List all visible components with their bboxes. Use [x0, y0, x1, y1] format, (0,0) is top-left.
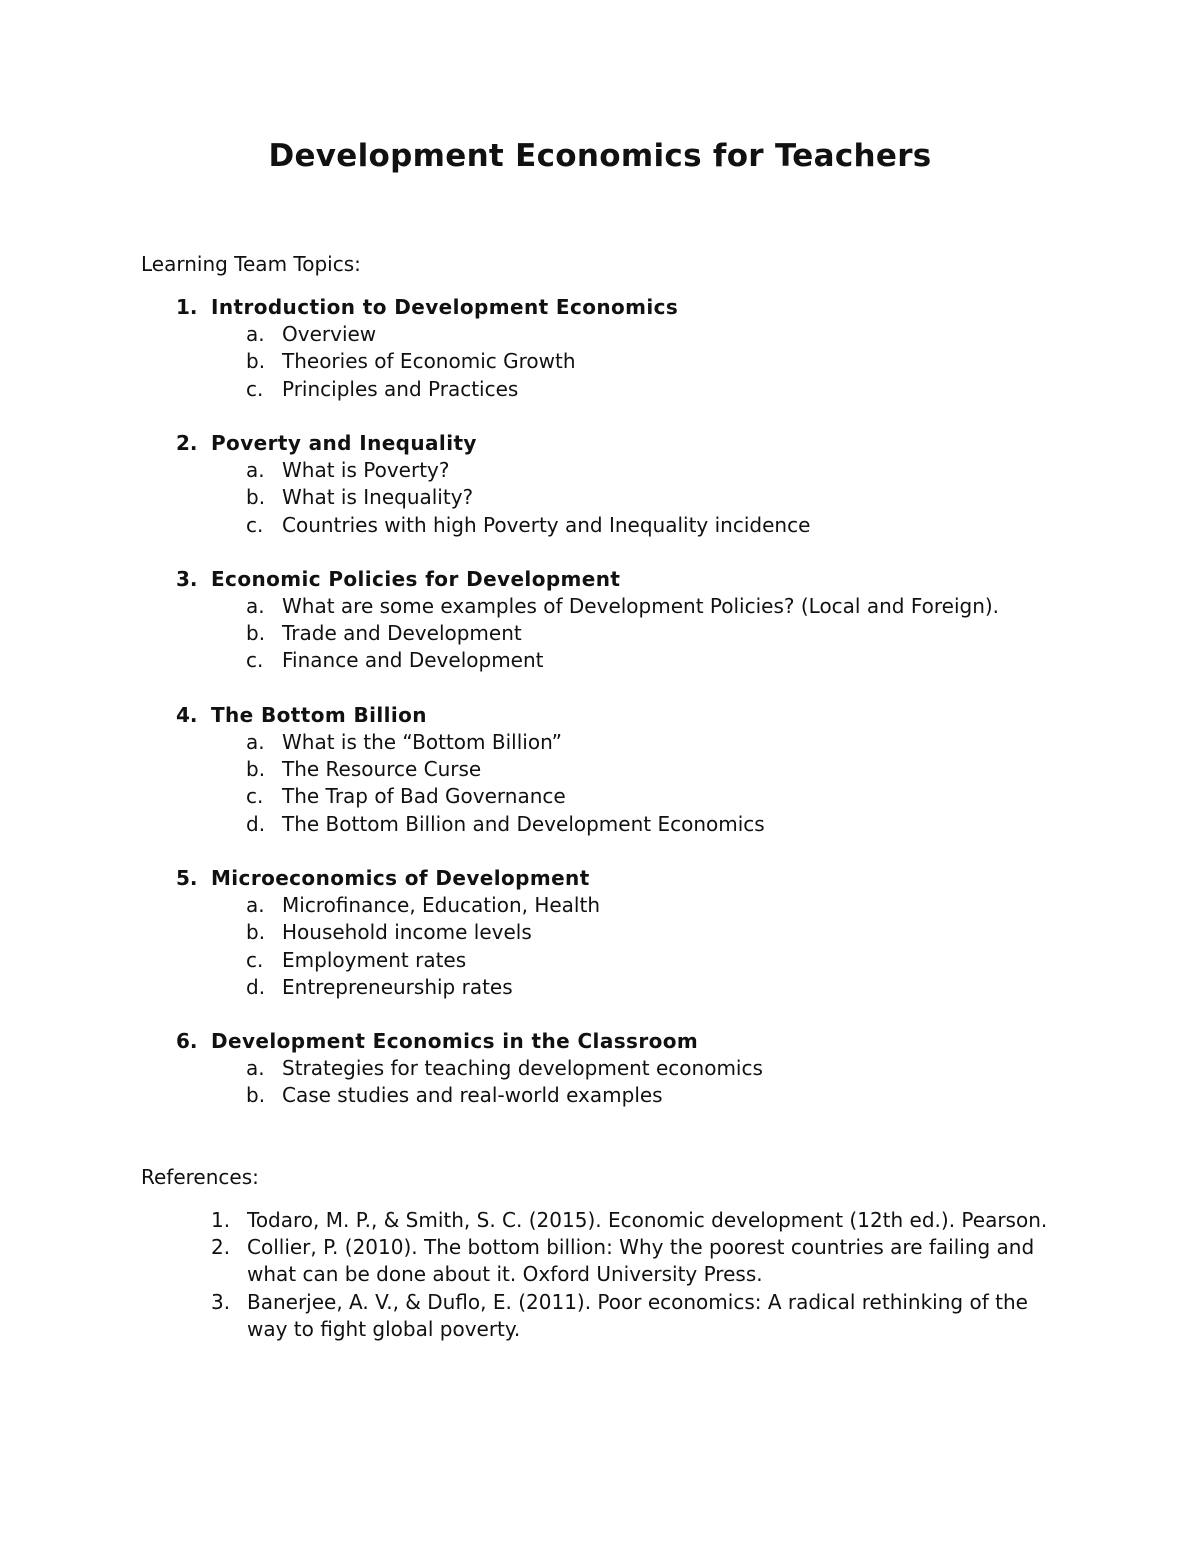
subtopic-item: [0, 512, 1200, 539]
subtopic-letter: c.: [246, 947, 264, 972]
reference-number: 3.: [211, 1289, 231, 1314]
reference-item: [0, 1289, 1200, 1343]
subtopic-text: Case studies and real-world examples: [282, 1083, 663, 1108]
topic-title: Poverty and Inequality: [211, 430, 477, 455]
subtopic-item: [0, 321, 1200, 348]
subtopic-letter: c.: [246, 512, 264, 537]
subtopic-letter: a.: [246, 322, 265, 347]
subtopic-letter: a.: [246, 893, 265, 918]
reference-text: Collier, P. (2010). The bottom billion: Why the poorest countries are failing and what can be done about it. Oxford University Press.: [247, 1235, 1035, 1287]
topic-item: [0, 566, 1200, 675]
subtopic-item: [0, 620, 1200, 647]
subtopic-text: Employment rates: [282, 947, 467, 972]
reference-text: Todaro, M. P., & Smith, S. C. (2015). Economic development (12th ed.). Pearson.: [247, 1208, 1048, 1232]
subtopic-item: [0, 974, 1200, 1001]
subtopic-text: The Resource Curse: [282, 757, 482, 782]
subtopic-item: [0, 729, 1200, 756]
subtopic-letter: b.: [246, 485, 266, 510]
topic-number: 5.: [176, 865, 198, 890]
subtopic-text: Principles and Practices: [282, 376, 519, 401]
subtopic-letter: b.: [246, 1083, 266, 1108]
subtopic-letter: b.: [246, 349, 266, 374]
subtopic-letter: a.: [246, 1056, 265, 1081]
topic-item: [0, 1028, 1200, 1110]
subtopic-item: [0, 919, 1200, 946]
subtopic-text: What is Poverty?: [282, 458, 450, 483]
subtopic-item: [0, 647, 1200, 674]
subtopic-item: [0, 457, 1200, 484]
topics-list: [0, 294, 1200, 1137]
subtopic-list: [0, 892, 1200, 1001]
subtopic-list: [0, 457, 1200, 539]
subtopic-item: [0, 756, 1200, 783]
topic-number: 1.: [176, 295, 198, 319]
subtopic-item: [0, 1082, 1200, 1109]
topic-item: [0, 294, 1200, 403]
topic-title: Microeconomics of Development: [211, 865, 590, 890]
subtopic-text: What are some examples of Development Policies? (Local and Foreign).: [282, 594, 1000, 619]
subtopic-list: [0, 321, 1200, 403]
document-title: Development Economics for Teachers: [268, 138, 932, 174]
reference-number: 2.: [211, 1235, 231, 1260]
topic-title: Development Economics in the Classroom: [211, 1029, 699, 1054]
subtopic-letter: b.: [246, 757, 266, 782]
topic-number: 3.: [176, 566, 198, 591]
subtopic-item: [0, 484, 1200, 511]
reference-text: Banerjee, A. V., & Duflo, E. (2011). Poor economics: A radical rethinking of the way to fight global poverty.: [247, 1289, 1028, 1341]
subtopic-letter: a.: [246, 730, 265, 754]
references-list: [0, 1207, 1200, 1343]
subtopic-text: Household income levels: [282, 920, 532, 945]
subtopic-text: Entrepreneurship rates: [282, 974, 513, 999]
topic-number: 2.: [176, 430, 198, 455]
subtopic-letter: c.: [246, 648, 264, 673]
subtopic-letter: d.: [246, 811, 266, 836]
subtopic-text: Theories of Economic Growth: [282, 349, 576, 374]
topics-label: Learning Team Topics:: [141, 252, 361, 276]
topic-title: Economic Policies for Development: [211, 566, 621, 591]
subtopic-letter: b.: [246, 621, 266, 646]
subtopic-text: Countries with high Poverty and Inequality incidence: [282, 512, 811, 537]
subtopic-list: [0, 729, 1200, 838]
subtopic-item: [0, 1055, 1200, 1082]
subtopic-text: Strategies for teaching development economics: [282, 1056, 763, 1081]
reference-item: [0, 1234, 1200, 1288]
subtopic-item: [0, 783, 1200, 810]
subtopic-text: The Bottom Billion and Development Economics: [282, 811, 765, 836]
subtopic-text: Trade and Development: [282, 621, 522, 646]
subtopic-list: [0, 593, 1200, 675]
subtopic-letter: a.: [246, 594, 265, 619]
subtopic-item: [0, 811, 1200, 838]
topic-number: 4.: [176, 702, 198, 727]
subtopic-text: Finance and Development: [282, 648, 544, 673]
subtopic-item: [0, 892, 1200, 919]
subtopic-letter: c.: [246, 784, 264, 809]
reference-item: [0, 1207, 1200, 1234]
subtopic-letter: d.: [246, 974, 266, 999]
subtopic-letter: c.: [246, 376, 264, 401]
subtopic-letter: b.: [246, 920, 266, 945]
references-label: References:: [141, 1165, 259, 1189]
topic-title: The Bottom Billion: [211, 702, 427, 727]
subtopic-list: [0, 1055, 1200, 1109]
subtopic-item: [0, 947, 1200, 974]
topic-item: [0, 430, 1200, 539]
subtopic-item: [0, 348, 1200, 375]
subtopic-item: [0, 593, 1200, 620]
subtopic-text: What is Inequality?: [282, 485, 474, 510]
subtopic-item: [0, 376, 1200, 403]
topic-item: [0, 865, 1200, 1001]
subtopic-text: Microfinance, Education, Health: [282, 893, 601, 918]
topic-number: 6.: [176, 1029, 198, 1054]
subtopic-text: What is the “Bottom Billion”: [282, 730, 563, 754]
reference-number: 1.: [211, 1208, 231, 1232]
topic-title: Introduction to Development Economics: [211, 295, 679, 319]
subtopic-text: The Trap of Bad Governance: [282, 784, 566, 809]
subtopic-letter: a.: [246, 458, 265, 483]
subtopic-text: Overview: [282, 322, 377, 347]
topic-item: [0, 702, 1200, 838]
